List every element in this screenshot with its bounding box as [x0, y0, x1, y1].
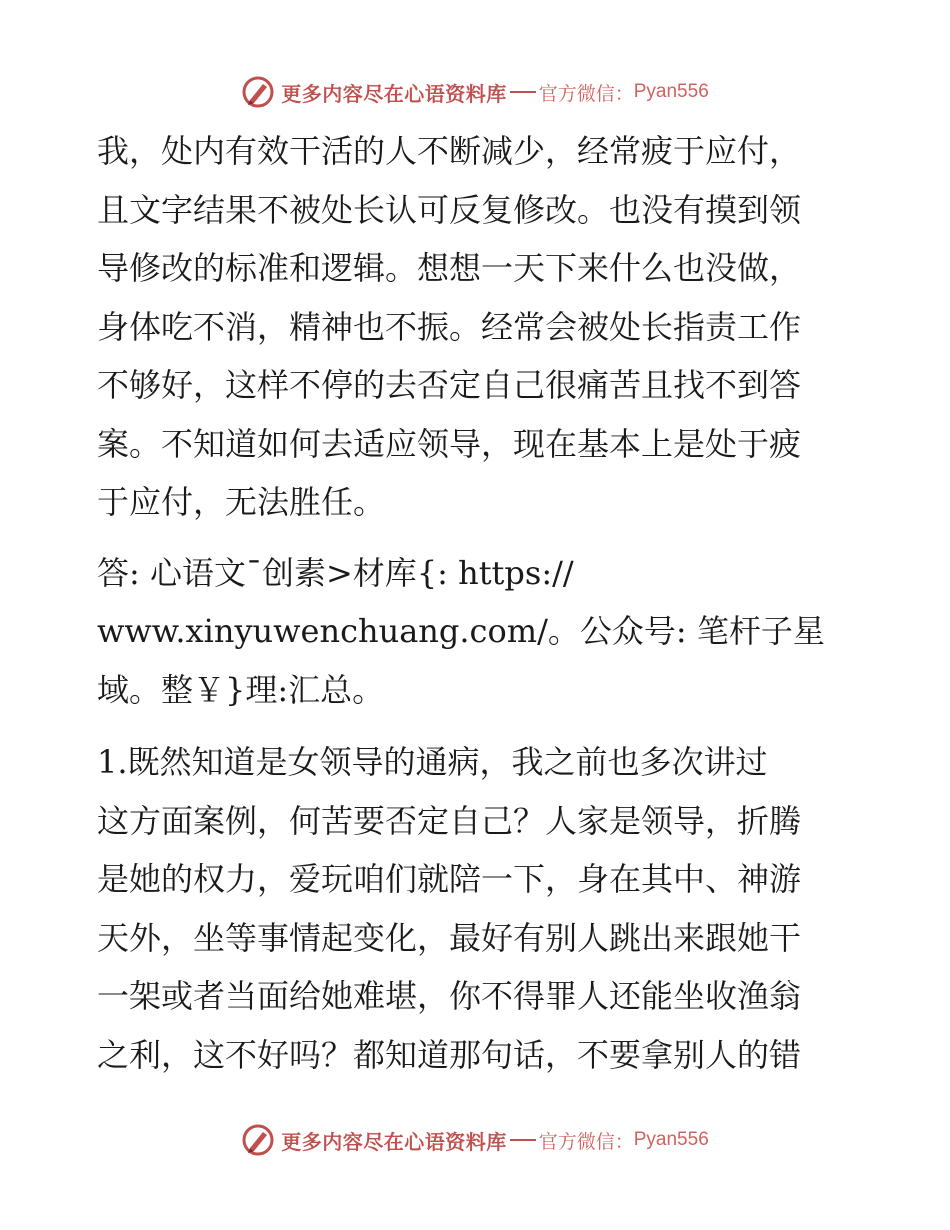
- text-line: 之利，这不好吗？都知道那句话，不要拿别人的错: [97, 1035, 802, 1074]
- text-line: 我，处内有效干活的人不断减少，经常疲于应付，: [97, 132, 802, 170]
- text-line: 一架或者当面给她难堪，你不得罪人还能坐收渔翁: [97, 977, 802, 1015]
- text-line: 案。不知道如何去适应领导，现在基本上是处于疲: [97, 424, 802, 463]
- watermark-wechat-id: Pyan556: [633, 1129, 709, 1150]
- text-line: 是她的权力，爱玩咱们就陪一下，身在其中、神游: [97, 860, 802, 898]
- header-watermark: [0, 72, 950, 112]
- footer-watermark: [0, 1120, 950, 1160]
- text-line: 1.既然知道是女领导的通病，我之前也多次讲过: [97, 743, 768, 781]
- paragraph-gap: [97, 532, 857, 544]
- watermark-wechat-id: Pyan556: [633, 81, 709, 102]
- watermark-site-text: 更多内容尽在心语资料库: [281, 1129, 507, 1154]
- text-line: 于应付，无法胜任。: [97, 483, 386, 521]
- point-one-paragraph: [97, 733, 857, 1084]
- text-line: 这方面案例，何苦要否定自己？人家是领导，折腾: [97, 801, 802, 840]
- document-body: [97, 122, 857, 1084]
- text-line: 且文字结果不被处长认可反复修改。也没有摸到领: [97, 190, 802, 229]
- watermark-site-text: 更多内容尽在心语资料库: [281, 81, 507, 106]
- text-line: 答: 心语文¯创素>材库{: https://: [97, 553, 574, 592]
- answer-source-paragraph: [97, 544, 857, 720]
- text-line: 不够好，这样不停的去否定自己很痛苦且找不到答: [97, 366, 802, 404]
- paragraph-gap: [97, 719, 857, 733]
- text-line: www.xinyuwenchuang.com/。公众号: 笔杆子星: [97, 612, 825, 650]
- text-line: 导修改的标准和逻辑。想想一天下来什么也没做，: [97, 249, 802, 287]
- text-line: 身体吃不消，精神也不振。经常会被处长指责工作: [97, 307, 802, 346]
- watermark-dash: [510, 1139, 536, 1141]
- pen-logo-icon: [241, 75, 275, 109]
- watermark-wechat-label: 官方微信：: [538, 82, 634, 105]
- question-paragraph: [97, 122, 857, 532]
- watermark-dash: [510, 91, 536, 93]
- pen-logo-icon: [241, 1123, 275, 1157]
- watermark-wechat-label: 官方微信：: [538, 1130, 634, 1153]
- text-line: 天外，坐等事情起变化，最好有别人跳出来跟她干: [97, 918, 802, 957]
- text-line: 域。整￥}理:汇总。: [97, 670, 385, 709]
